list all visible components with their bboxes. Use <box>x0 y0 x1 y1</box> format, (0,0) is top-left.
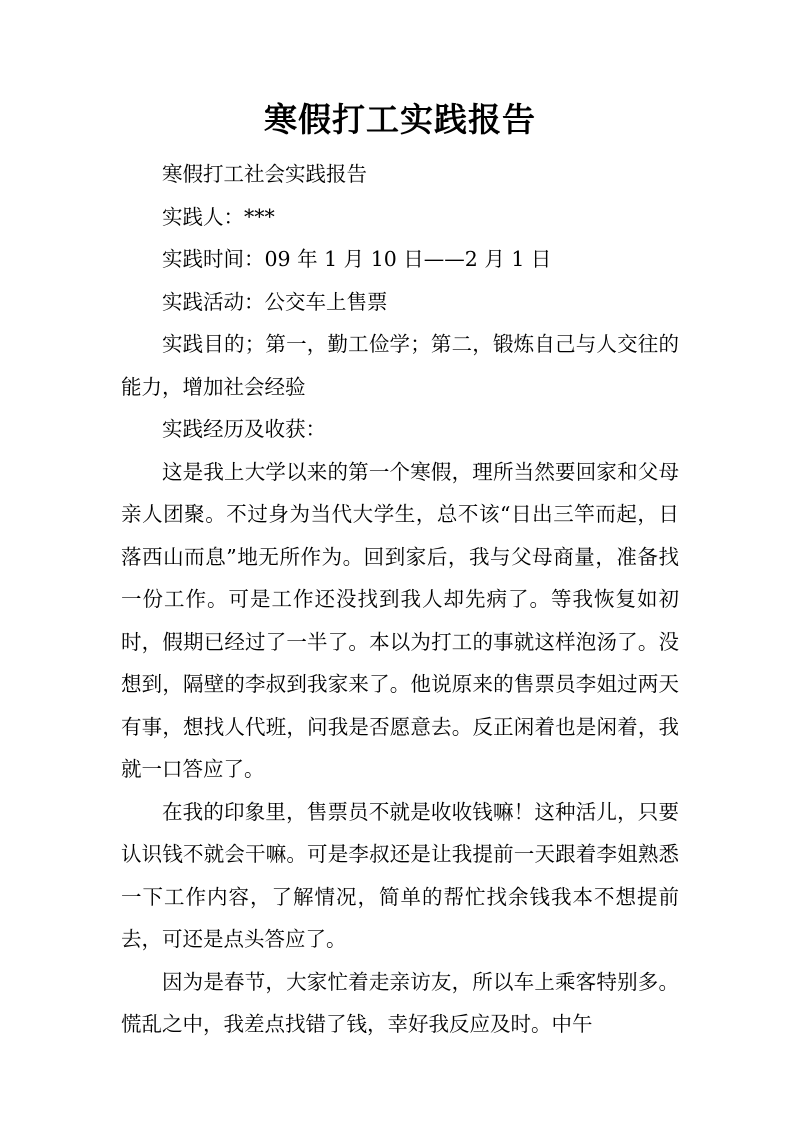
paragraph-practice-time: 实践时间：09 年 1 月 10 日——2 月 1 日 <box>162 247 552 271</box>
paragraph-practice-activity: 实践活动：公交车上售票 <box>162 289 388 314</box>
paragraph-practice-purpose: 实践目的；第一，勤工俭学；第二，锻炼自己与人交往的能力，增加社会经验 <box>121 332 679 399</box>
document-title: 寒假打工实践报告 <box>264 100 536 139</box>
paragraph-body: 因为是春节，大家忙着走亲访友，所以车上乘客特别多。慌乱之中，我差点找错了钱，幸好我反应及时。中午 <box>121 969 679 1036</box>
paragraph-body: 这是我上大学以来的第一个寒假，理所当然要回家和父母亲人团聚。不过身为当代大学生，总不该“日出三竿而起，日落西山而息”地无所作为。回到家后，我与父母商量，准备找一份工作。可是工作还没找到我人却先病了。等我恢复如初时，假期已经过了一半了。本以为打工的事就这样泡汤了。没想到，隔壁的李叔到我家来了。他说原来的售票员李姐过两天有事，想找人代班，问我是否愿意去。反正闲着也是闲着，我就一口答应了。 <box>121 459 679 781</box>
paragraph-report-subtitle: 寒假打工社会实践报告 <box>162 162 367 186</box>
paragraph-body: 在我的印象里，售票员不就是收收钱嘛！这种活儿，只要认识钱不就会干嘛。可是李叔还是让我提前一天跟着李姐熟悉一下工作内容，了解情况，简单的帮忙找余钱我本不想提前去，可还是点头答应了。 <box>121 799 679 951</box>
paragraph-experience-heading: 实践经历及收获： <box>162 417 326 441</box>
paragraph-practitioner: 实践人：*** <box>162 204 275 229</box>
document-body <box>121 153 679 1046</box>
